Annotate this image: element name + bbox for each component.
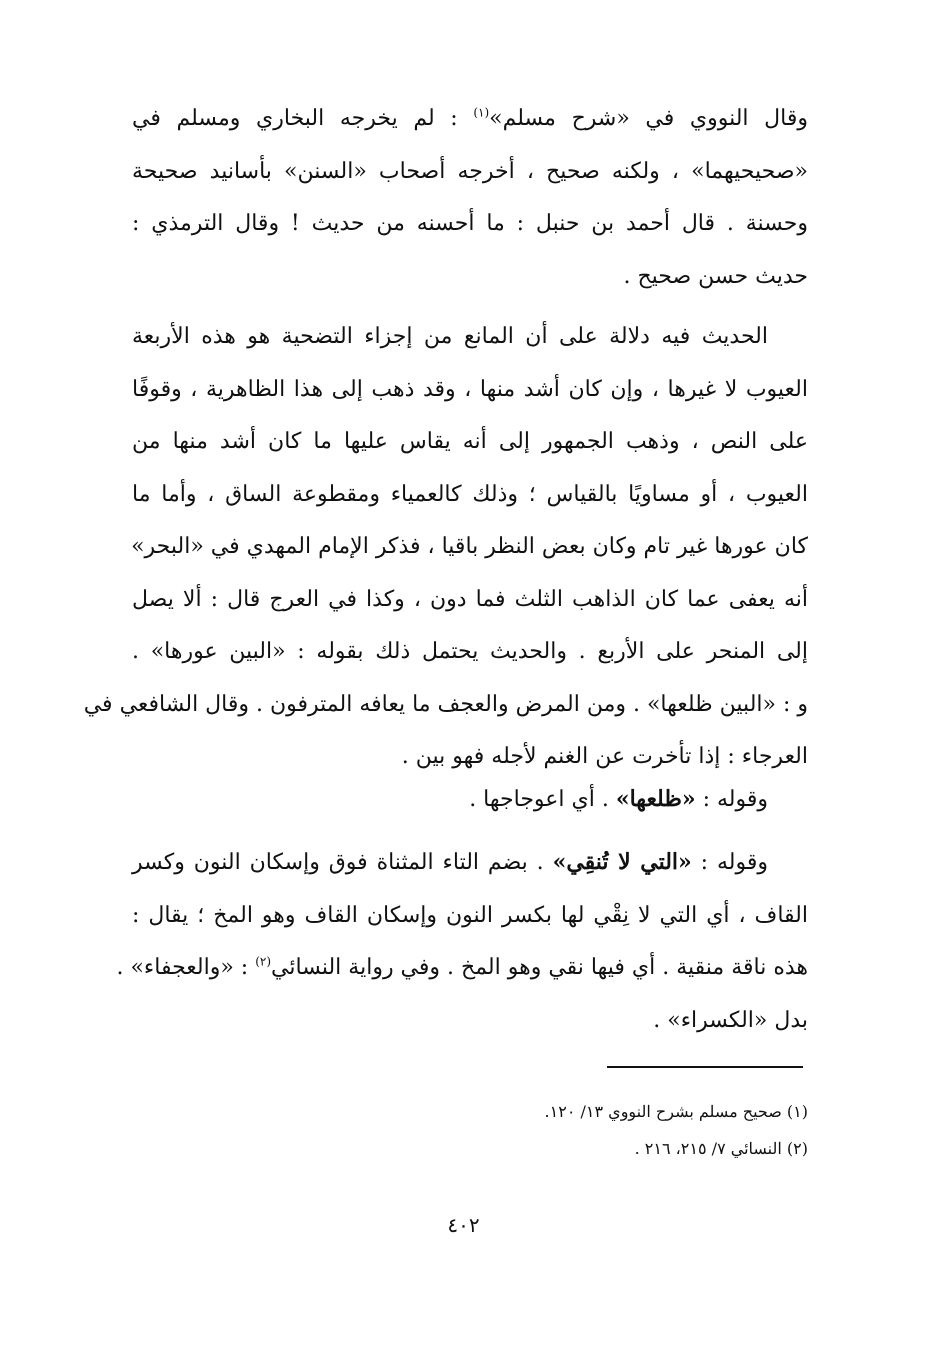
text-line [132, 773, 808, 827]
quoted-term: «التي لا تُنقِي» [552, 849, 692, 875]
text-line [116, 942, 808, 995]
text-line: «صحيحيهما» ، ولكنه صحيح ، أخرجه أصحاب «السنن» بأسانيد صحيحة [132, 158, 808, 184]
text-line: كان عورها غير تام وكان بعض النظر باقيا ، فذكر الإمام المهدي في «البحر» [131, 534, 808, 559]
text-run: وقوله : [691, 850, 769, 875]
text-line: وحسنة . قال أحمد بن حنبل : ما أحسنه من حديث ! وقال الترمذي : [132, 211, 808, 236]
text-line: العيوب ، أو مساويًا بالقياس ؛ وذلك كالعمياء ومقطوعة الساق ، وأما ما [132, 481, 808, 507]
paragraph-zalaha [132, 773, 808, 827]
text-run: وقال النووي في «شرح مسلم» [489, 106, 808, 131]
text-line: العيوب لا غيرها ، وإن كان أشد منها ، وقد ذهب إلى هذا الظاهرية ، وقوفًا [132, 376, 808, 402]
text-line: بدل «الكسراء» . [653, 1007, 808, 1033]
footnote-separator [607, 1066, 803, 1068]
footnotes [380, 1093, 808, 1167]
text-line: حديث حسن صحيح . [623, 263, 808, 289]
text-run: . أي اعوجاجها . [469, 787, 616, 812]
paragraph-hadith-commentary [83, 311, 808, 784]
text-line: الحديث فيه دلالة على أن المانع من إجزاء التضحية هو هذه الأربعة [132, 324, 768, 349]
quoted-term: «ظلعها» [615, 786, 696, 812]
text-run: هذه ناقة منقية . أي فيها نقي وهو المخ . وفي رواية النسائي [271, 955, 808, 980]
footnote-ref-2: (٢) [255, 954, 272, 969]
paragraph-tunqi [116, 836, 808, 1047]
text-run: . بضم التاء المثناة فوق وإسكان النون وكسر [132, 850, 553, 875]
text-run: وقوله : [695, 787, 768, 812]
text-line: القاف ، أي التي لا نِقْي لها بكسر النون وإسكان القاف وهو المخ ؛ يقال : [132, 902, 808, 928]
text-line: على النص ، وذهب الجمهور إلى أنه يقاس عليها ما كان أشد منها من [132, 429, 808, 454]
text-line [132, 93, 808, 146]
paragraph-nawawi-quote [132, 93, 808, 303]
page-number: ٤٠٢ [447, 1213, 480, 1237]
text-line [132, 836, 808, 890]
text-line: و : «البين ظلعها» . ومن المرض والعجف ما يعافه المترفون . وقال الشافعي في [83, 691, 808, 717]
footnote-2: (٢) النسائي ٧/ ٢١٥، ٢١٦ . [634, 1139, 808, 1158]
text-line: العرجاء : إذا تأخرت عن الغنم لأجله فهو بين . [401, 744, 808, 769]
footnote-1: (١) صحيح مسلم بشرح النووي ١٣/ ١٢٠. [544, 1102, 808, 1121]
text-line: إلى المنحر على الأربع . والحديث يحتمل ذلك بقوله : «البين عورها» . [132, 639, 808, 664]
footnote-ref-1: (١) [473, 105, 490, 120]
text-run: : لم يخرجه البخاري ومسلم في [132, 106, 474, 131]
text-run: : «والعجفاء» . [116, 955, 256, 980]
text-line: أنه يعفى عما كان الذاهب الثلث فما دون ، وكذا في العرج قال : ألا يصل [132, 586, 808, 612]
